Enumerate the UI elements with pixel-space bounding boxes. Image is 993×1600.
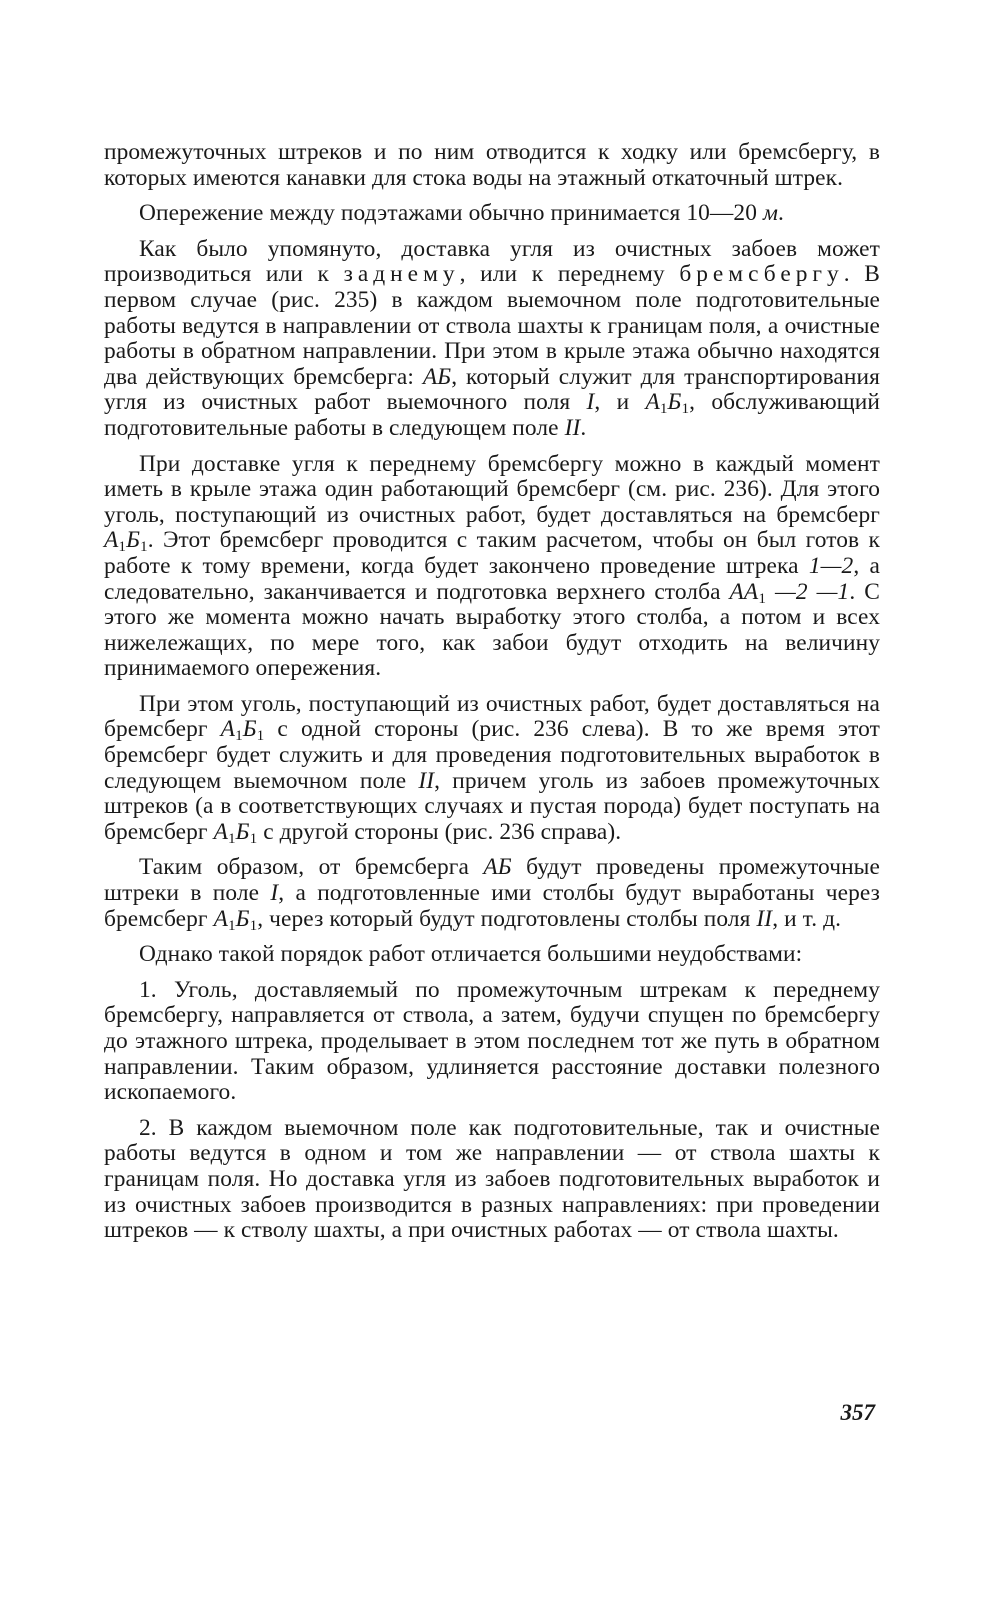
subscript: 1 — [227, 829, 236, 847]
italic-term: Б — [235, 818, 250, 845]
paragraph-4: При доставке угля к переднему бремсбергу можно в каждый момент иметь в крыле этажа один работающий бремсберг (см. рис. 236). Для этого уголь, поступающий из очистных работ, будет доставляться на бремсберг $А_1Б_1$. Этот бремсберг проводится с таким расчетом, чтобы он был готов к работе к тому времени, когда будет закончено проведение штрека 1—2, а следовательно, заканчивается и подготовка верхнего столба $АА_1$ —2 —1. С этого же момента можно начать выработку этого столба, а потом и всех нижележащих, по мере того, как забои будут отходить на величину принимаемого опережения. — [104, 450, 880, 682]
italic-term: А — [104, 527, 119, 554]
paragraph-3: Как было упомянуто, доставка угля из очистных забоев может производиться или к заднему, или к переднему бремсбергу. В первом случае (рис. 235) в каждом выемочном поле подготовительные работы ведутся в направлении от ствола шахты к границам поля, а очистные работы в обратном направлении. При этом в крыле этажа обычно находятся два действующих бремсберга: АБ, который служит для транспортирования угля из очистных работ выемочного поля I, и $А_1Б_1$, обслуживающий подготовительные работы в следующем поле II. — [104, 235, 880, 441]
spaced-emphasis: бремсбергу — [679, 261, 844, 288]
italic-term: 1—2 — [808, 552, 854, 579]
spaced-emphasis: заднему — [343, 261, 460, 288]
italic-term: АБ — [483, 854, 512, 881]
paragraph-1: промежуточных штреков и по ним отводится к ходку или бремсбергу, в которых имеются канавки для стока воды на этажный откаточный штрек. — [104, 139, 880, 191]
page-number: 357 — [840, 1400, 875, 1425]
subscript: 1 — [118, 538, 127, 556]
italic-term: Б — [667, 389, 682, 416]
italic-term: А — [213, 905, 228, 932]
subscript: 1 — [758, 589, 767, 607]
italic-term: Б — [242, 716, 257, 743]
subscript: 1 — [235, 727, 243, 745]
subscript: 1 — [659, 400, 668, 418]
subscript: 1 — [140, 538, 148, 556]
italic-term: А — [645, 389, 660, 416]
subscript: 1 — [249, 829, 258, 847]
italic-term: АА — [729, 578, 759, 605]
subscript: 1 — [249, 916, 258, 934]
italic-term: I — [586, 389, 595, 416]
italic-term: I — [270, 880, 279, 907]
italic-term: АБ — [422, 363, 452, 390]
italic-term: А — [213, 818, 228, 845]
italic-term: м — [762, 200, 778, 227]
italic-term: II — [756, 905, 773, 932]
italic-term: II — [418, 767, 435, 794]
italic-term: —2 —1 — [775, 578, 850, 605]
paragraph-5: При этом уголь, поступающий из очистных работ, будет доставляться на бремсберг $А_1Б_1$ с одной стороны (рис. 236 слева). В то же время этот бремсберг будет служить и для проведения подготовительных выработок в следующем выемочном поле II, причем уголь из забоев промежуточных штреков (а в соответствующих случаях и пустая порода) будет поступать на бремсберг $А_1Б_1$ с другой стороны (рис. 236 справа). — [104, 690, 880, 847]
list-item-2: 2. В каждом выемочном поле как подготовительные, так и очистные работы ведутся в одном и том же направлении — от ствола шахты к границам поля. Но доставка угля из забоев подготовительных выработок и из очистных забоев производится в разных направлениях: при проведении штреков — к стволу шахты, а при очистных работах — от ствола шахты. — [104, 1114, 880, 1244]
page-body — [104, 140, 880, 1254]
italic-term: А — [220, 716, 236, 743]
subscript: 1 — [227, 916, 236, 934]
italic-term: Б — [235, 905, 250, 932]
paragraph-7: Однако такой порядок работ отличается большими неудобствами: — [139, 941, 803, 968]
paragraph-2: Опережение между подэтажами обычно принимается 10—20 м. — [139, 200, 784, 227]
paragraph-6: Таким образом, от бремсберга АБ будут проведены промежуточные штреки в поле I, а подготовленные ими столбы будут выработаны через бремсберг $А_1Б_1$, через который будут подготовлены столбы поля II, и т. д. — [104, 854, 880, 934]
italic-term: II — [564, 414, 581, 441]
subscript: 1 — [256, 727, 265, 745]
italic-term: Б — [126, 527, 140, 554]
list-item-1: 1. Уголь, доставляемый по промежуточным штрекам к переднему бремсбергу, направляется от ствола, а затем, будучи спущен по бремсбергу до этажного штрека, проделывает в этом последнем тот же путь в обратном направлении. Таким образом, удлиняется расстояние доставки полезного ископаемого. — [104, 976, 880, 1106]
subscript: 1 — [681, 400, 690, 418]
